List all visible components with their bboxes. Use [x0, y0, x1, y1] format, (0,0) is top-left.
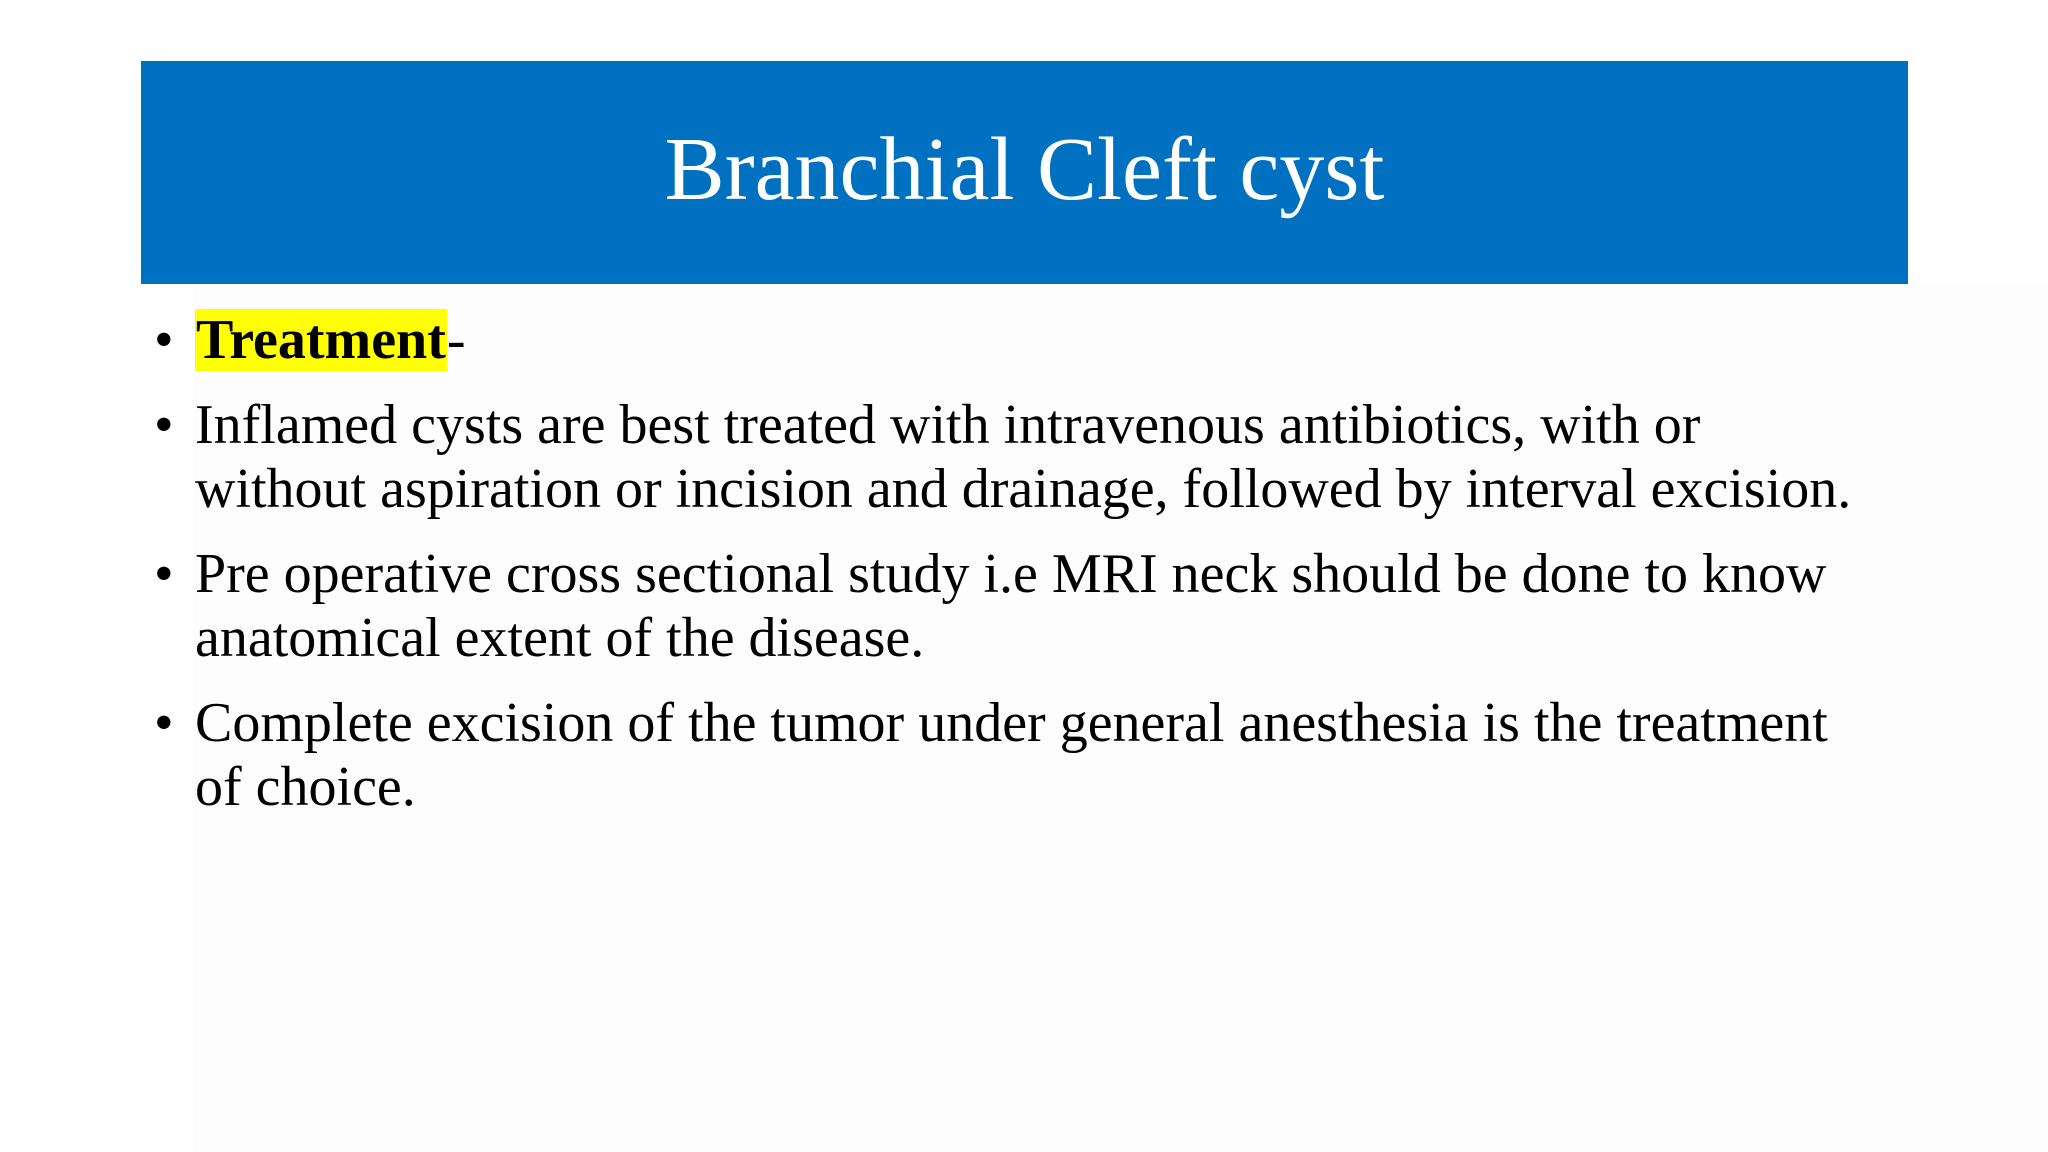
bullet-icon: • — [154, 394, 174, 456]
title-bar — [141, 61, 1908, 284]
bullet-text: Pre operative cross sectional study i.e MRI neck should be done to know anatomical extent of the disease. — [195, 543, 1827, 669]
bullet-icon: • — [154, 692, 174, 754]
bullet-item-treatment — [154, 308, 1854, 372]
bullet-item-complete-excision — [154, 691, 1854, 819]
bullet-item-preoperative-study — [154, 542, 1854, 670]
bullet-text: Complete excision of the tumor under general anesthesia is the treatment of choice. — [195, 692, 1828, 818]
bullet-text: Inflamed cysts are best treated with intravenous antibiotics, with or without aspiration or incision and drainage, followed by interval excision. — [195, 394, 1852, 520]
bullet-list — [154, 308, 1854, 840]
bullet-item-inflamed-cysts — [154, 393, 1854, 521]
bullet-icon: • — [154, 543, 174, 605]
highlighted-heading: Treatment — [196, 309, 446, 371]
bullet-icon: • — [154, 309, 174, 371]
heading-suffix: - — [446, 309, 466, 371]
slide-title: Branchial Cleft cyst — [664, 119, 1385, 219]
